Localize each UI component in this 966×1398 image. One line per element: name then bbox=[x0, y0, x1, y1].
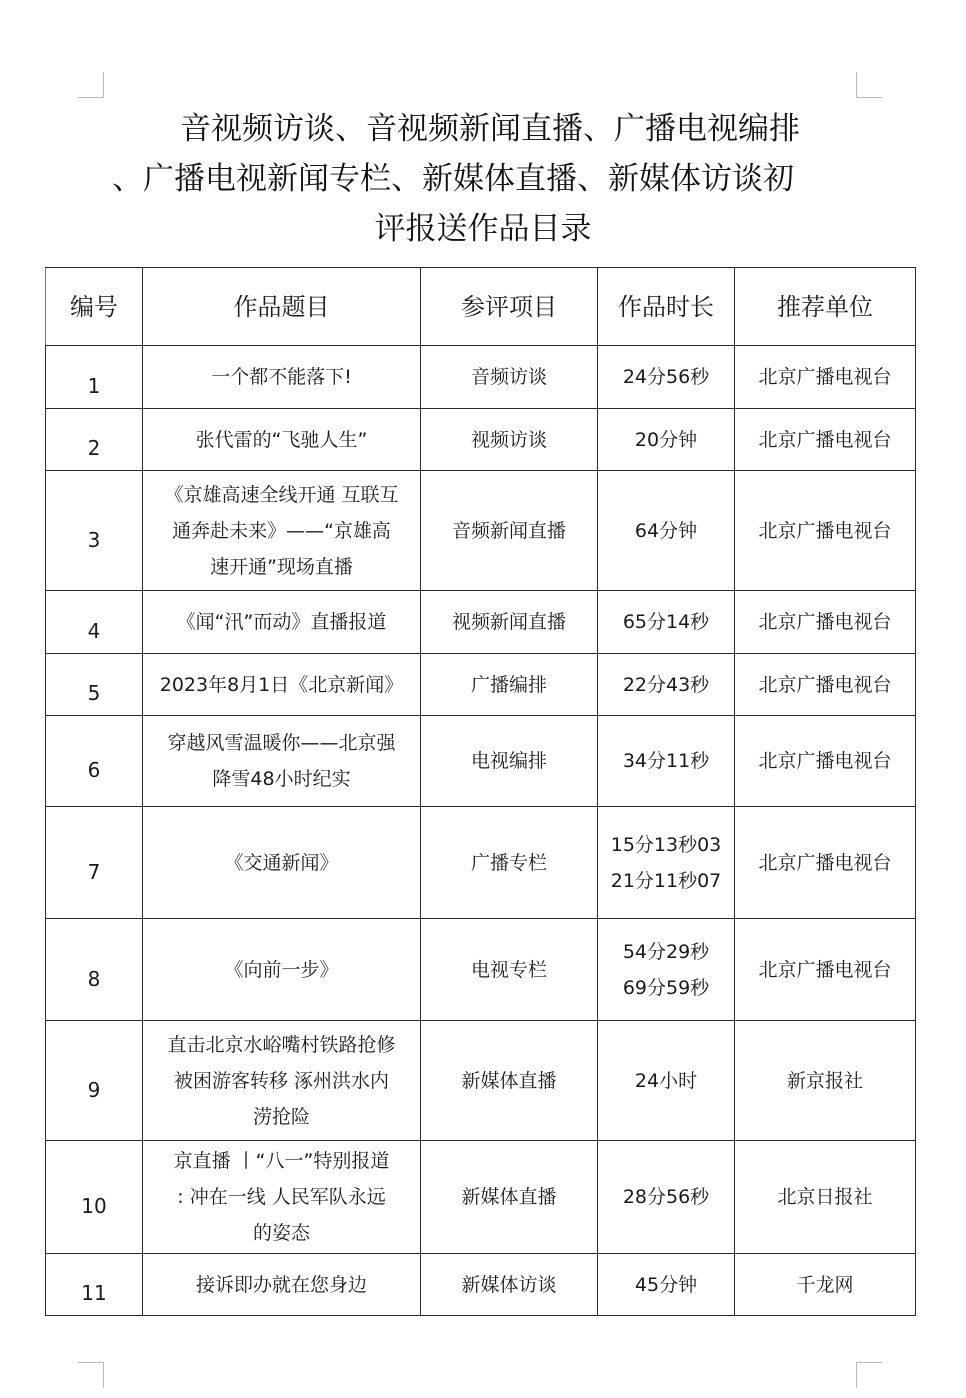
work-title-line: 涝抢险 bbox=[252, 1105, 310, 1128]
work-title bbox=[143, 409, 421, 471]
work-title bbox=[143, 654, 421, 716]
duration-line: 24小时 bbox=[634, 1069, 698, 1092]
work-title-line: 京直播 丨“八一”特别报道 bbox=[173, 1150, 390, 1172]
duration-line: 21分11秒07 bbox=[610, 869, 722, 892]
table-row bbox=[46, 346, 916, 409]
work-title-line: 的姿态 bbox=[252, 1222, 310, 1244]
duration-line: 64分钟 bbox=[634, 519, 698, 542]
work-duration bbox=[598, 807, 735, 919]
work-title-line: 2023年8月1日《北京新闻》 bbox=[159, 673, 404, 696]
table-row bbox=[46, 409, 916, 471]
header-number: 编号 bbox=[46, 268, 143, 346]
row-number: 8 bbox=[46, 919, 143, 1021]
recommending-unit: 北京广播电视台 bbox=[735, 409, 916, 471]
work-category: 视频新闻直播 bbox=[421, 591, 598, 654]
table-header-row bbox=[46, 268, 916, 346]
table-row bbox=[46, 654, 916, 716]
work-title-line: 《京雄高速全线开通 互联互 bbox=[164, 483, 399, 506]
recommending-unit: 北京广播电视台 bbox=[735, 346, 916, 409]
title-line-1: 音视频访谈、音视频新闻直播、广播电视编排 bbox=[180, 111, 800, 147]
row-number: 9 bbox=[46, 1021, 143, 1141]
work-title bbox=[143, 346, 421, 409]
work-title bbox=[143, 807, 421, 919]
work-title-line: 速开通”现场直播 bbox=[210, 555, 353, 578]
work-category: 音频访谈 bbox=[421, 346, 598, 409]
recommending-unit: 北京广播电视台 bbox=[735, 471, 916, 591]
header-unit: 推荐单位 bbox=[735, 268, 916, 346]
work-title bbox=[143, 716, 421, 807]
duration-line: 28分56秒 bbox=[622, 1186, 710, 1208]
work-duration bbox=[598, 591, 735, 654]
work-title-line: 被困游客转移 涿州洪水内 bbox=[173, 1069, 390, 1092]
work-title bbox=[143, 591, 421, 654]
row-number: 4 bbox=[46, 591, 143, 654]
work-title-line: 《交通新闻》 bbox=[224, 851, 339, 874]
work-title-line: 直击北京水峪嘴村铁路抢修 bbox=[167, 1033, 396, 1056]
work-title-line: : 冲在一线 人民军队永远 bbox=[177, 1186, 386, 1208]
work-duration bbox=[598, 1141, 735, 1254]
table-row bbox=[46, 919, 916, 1021]
row-number: 7 bbox=[46, 807, 143, 919]
header-duration: 作品时长 bbox=[598, 268, 735, 346]
work-duration bbox=[598, 654, 735, 716]
work-category: 电视专栏 bbox=[421, 919, 598, 1021]
page-corner-mark-bottom-right bbox=[856, 1362, 882, 1388]
duration-line: 45分钟 bbox=[634, 1273, 698, 1296]
duration-line: 54分29秒 bbox=[622, 940, 710, 963]
work-category: 新媒体直播 bbox=[421, 1141, 598, 1254]
row-number: 2 bbox=[46, 409, 143, 471]
work-title-line: 通奔赴未来》——“京雄高 bbox=[172, 519, 391, 542]
row-number: 5 bbox=[46, 654, 143, 716]
recommending-unit: 新京报社 bbox=[735, 1021, 916, 1141]
duration-line: 69分59秒 bbox=[622, 976, 710, 999]
duration-line: 20分钟 bbox=[634, 428, 698, 451]
work-title-line: 张代雷的“飞驰人生” bbox=[195, 428, 368, 451]
title-line-2: 、广播电视新闻专栏、新媒体直播、新媒体访谈初 bbox=[112, 161, 794, 197]
work-category: 新媒体直播 bbox=[421, 1021, 598, 1141]
work-category: 视频访谈 bbox=[421, 409, 598, 471]
recommending-unit: 北京广播电视台 bbox=[735, 716, 916, 807]
work-title bbox=[143, 1254, 421, 1316]
page-corner-mark-top-right bbox=[856, 72, 882, 98]
work-title-line: 《闻“汛”而动》直播报道 bbox=[176, 611, 387, 633]
work-duration bbox=[598, 919, 735, 1021]
recommending-unit: 北京广播电视台 bbox=[735, 654, 916, 716]
table-row bbox=[46, 1021, 916, 1141]
duration-line: 24分56秒 bbox=[622, 366, 710, 388]
header-category: 参评项目 bbox=[421, 268, 598, 346]
work-duration bbox=[598, 1254, 735, 1316]
duration-line: 15分13秒03 bbox=[610, 833, 722, 856]
work-category: 广播编排 bbox=[421, 654, 598, 716]
table-row bbox=[46, 716, 916, 807]
recommending-unit: 北京日报社 bbox=[735, 1141, 916, 1254]
work-duration bbox=[598, 471, 735, 591]
work-title bbox=[143, 1021, 421, 1141]
work-category: 音频新闻直播 bbox=[421, 471, 598, 591]
row-number: 10 bbox=[46, 1141, 143, 1254]
work-title-line: 降雪48小时纪实 bbox=[212, 768, 351, 790]
work-title-line: 接诉即办就在您身边 bbox=[195, 1273, 367, 1296]
table-row bbox=[46, 1254, 916, 1316]
work-duration bbox=[598, 1021, 735, 1141]
row-number: 1 bbox=[46, 346, 143, 409]
duration-line: 22分43秒 bbox=[622, 673, 710, 696]
work-title-line: 《向前一步》 bbox=[224, 958, 339, 981]
table-row bbox=[46, 591, 916, 654]
works-catalog-table bbox=[45, 267, 916, 1316]
recommending-unit: 北京广播电视台 bbox=[735, 807, 916, 919]
work-title bbox=[143, 1141, 421, 1254]
work-category: 电视编排 bbox=[421, 716, 598, 807]
work-title-line: 一个都不能落下! bbox=[211, 366, 352, 388]
document-title bbox=[100, 104, 866, 254]
recommending-unit: 北京广播电视台 bbox=[735, 591, 916, 654]
recommending-unit: 北京广播电视台 bbox=[735, 919, 916, 1021]
table-row bbox=[46, 471, 916, 591]
table-row bbox=[46, 807, 916, 919]
work-category: 新媒体访谈 bbox=[421, 1254, 598, 1316]
duration-line: 34分11秒 bbox=[622, 750, 710, 772]
work-duration bbox=[598, 346, 735, 409]
row-number: 11 bbox=[46, 1254, 143, 1316]
work-category: 广播专栏 bbox=[421, 807, 598, 919]
work-title-line: 穿越风雪温暖你——北京强 bbox=[167, 732, 396, 754]
recommending-unit: 千龙网 bbox=[735, 1254, 916, 1316]
header-title: 作品题目 bbox=[143, 268, 421, 346]
work-title bbox=[143, 919, 421, 1021]
work-title bbox=[143, 471, 421, 591]
page-corner-mark-top-left bbox=[78, 72, 104, 98]
page-corner-mark-bottom-left bbox=[78, 1362, 104, 1388]
row-number: 6 bbox=[46, 716, 143, 807]
duration-line: 65分14秒 bbox=[622, 611, 710, 633]
table-row bbox=[46, 1141, 916, 1254]
work-duration bbox=[598, 409, 735, 471]
work-duration bbox=[598, 716, 735, 807]
title-line-3: 评报送作品目录 bbox=[374, 211, 592, 247]
row-number: 3 bbox=[46, 471, 143, 591]
